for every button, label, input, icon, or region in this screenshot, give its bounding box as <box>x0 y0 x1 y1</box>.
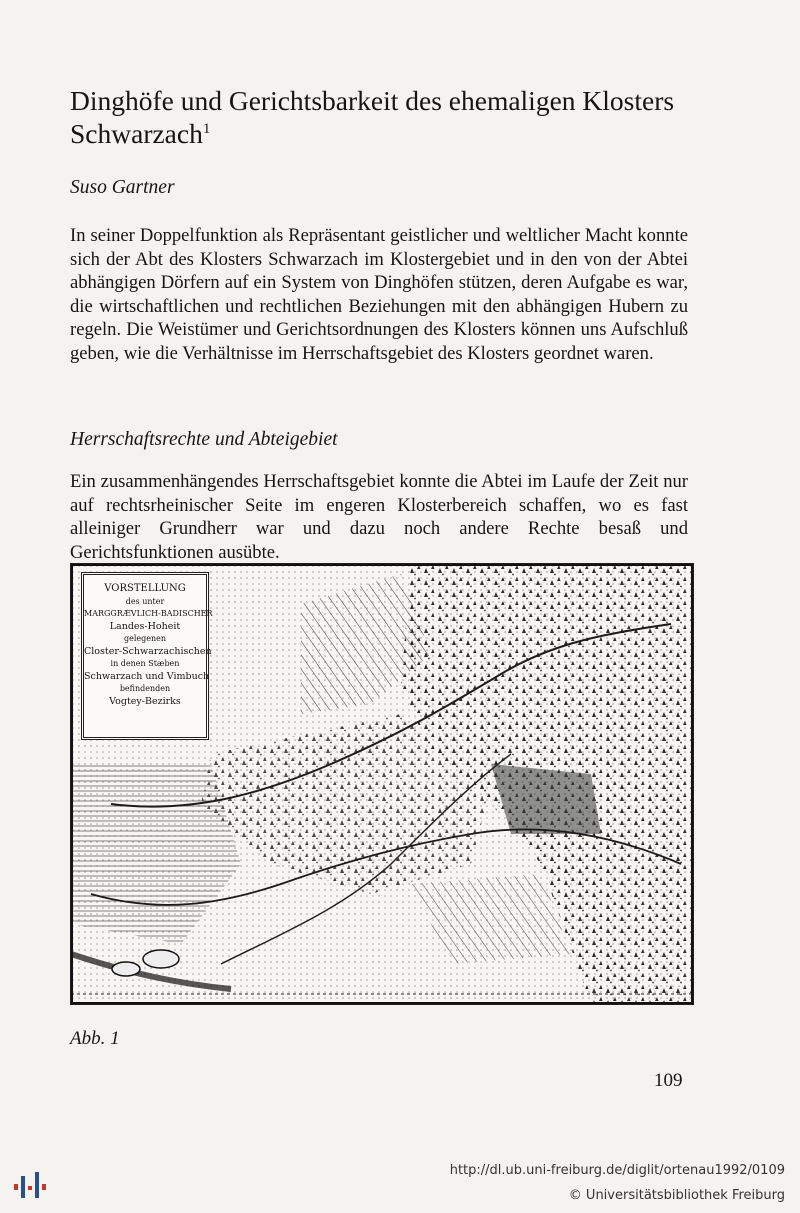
cartouche-line: gelegenen <box>123 634 167 643</box>
paragraph-intro: In seiner Doppelfunktion als Repräsentant geistlicher und weltlicher Macht konnte sich der Abt des Klosters Schwarzach im Klostergebiet und in den von der Abtei abhängigen Dörfern auf ein System von Dinghöfen stützen, deren Aufgabe es war, die wirtschaftlichen und rechtlichen Beziehungen mit den abhängigen Hubern zu regeln. Die Weistümer und Gerichtsordnungen des Klosters können uns Aufschluß geben, wie die Verhältnisse im Herrschaftsgebiet des Klosters geordnet waren. <box>70 225 688 364</box>
cartouche-line: MARGGRÆVLICH-BADISCHER <box>84 609 213 618</box>
cartouche-line: befindenden <box>119 684 171 693</box>
cartouche-line: des unter <box>125 596 165 606</box>
figure-caption: Abb. 1 <box>70 1028 120 1049</box>
page-number: 109 <box>654 1070 683 1091</box>
author-name: Suso Gartner <box>70 177 175 198</box>
cartouche-line: in denen Stæben <box>110 659 180 668</box>
map-cartouche <box>81 572 213 740</box>
cartouche-line: Vogtey-Bezirks <box>109 695 181 707</box>
paragraph-territory: Ein zusammenhängendes Herrschaftsgebiet konnte die Abtei im Laufe der Zeit nur auf rechtsrheinischer Seite im engeren Klosterbereich schaffen, wo es fast alleiniger Grundherr war und dazu noch andere Rechte besaß und Gerichtsfunktionen ausübte. <box>70 471 688 563</box>
source-url-link[interactable]: http://dl.ub.uni-freiburg.de/diglit/ortenau1992/0109 <box>449 1163 785 1178</box>
cartouche-line: Landes-Hoheit <box>109 620 181 632</box>
cartouche-line: VORSTELLUNG <box>104 583 186 594</box>
cartouche-line: Closter-Schwarzachischen <box>84 645 212 657</box>
copyright-notice: © Universitätsbibliothek Freiburg <box>568 1188 785 1203</box>
article-title: Dinghöfe und Gerichtsbarkeit des ehemaligen Klosters Schwarzach$^1$ <box>70 85 675 149</box>
historic-map-figure <box>70 563 694 1005</box>
section-heading: Herrschaftsrechte und Abteigebiet <box>70 429 338 450</box>
footnote-mark[interactable]: 1 <box>202 120 211 137</box>
cartouche-line: Schwarzach und Vimbuch <box>84 670 210 682</box>
library-logo-icon <box>12 1166 52 1202</box>
